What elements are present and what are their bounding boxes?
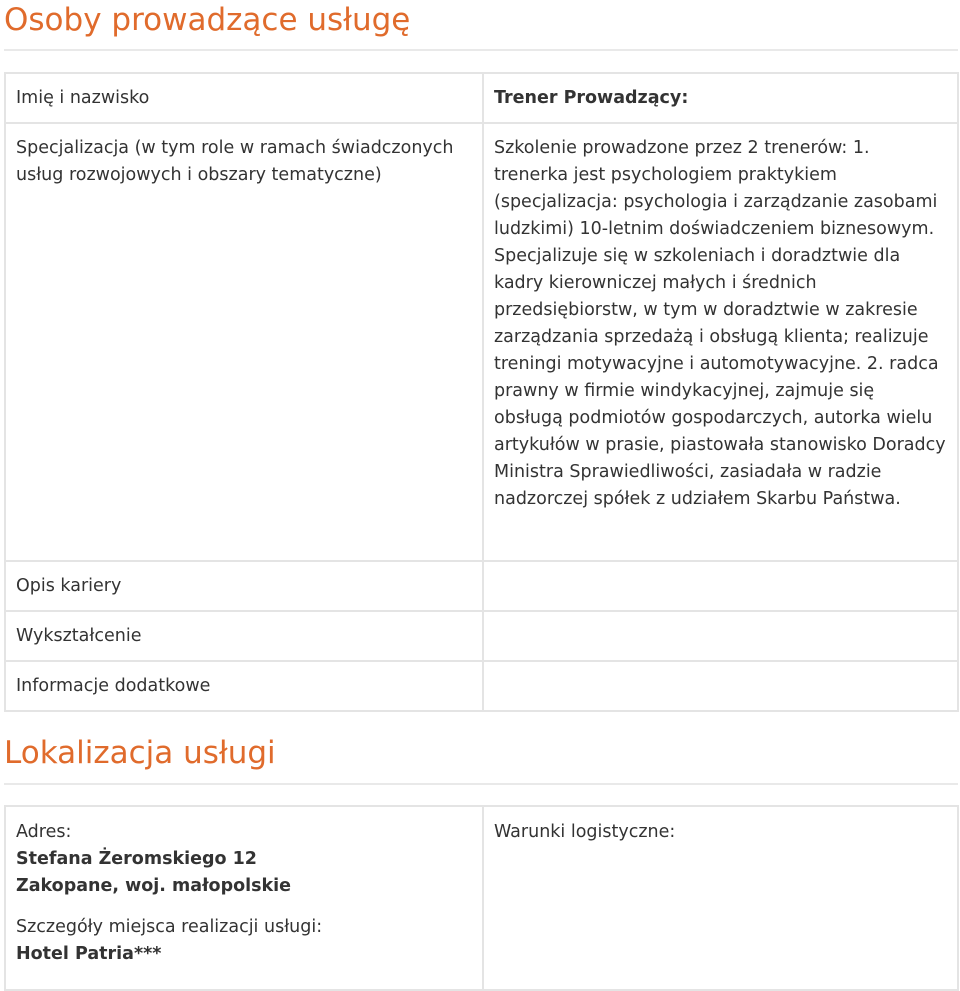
trainers-table [4,72,959,712]
trainer-name-value: Trener Prowadzący: [483,73,958,123]
venue-label: Szczegóły miejsca realizacji usługi: [16,917,323,937]
specialization-value: Szkolenie prowadzone przez 2 trenerów: 1. trenerka jest psychologiem praktykiem (specjalizacja: psychologia i zarządzanie zasobami ludzkimi) 10-letnim doświadczeniem biznesowym. Specjalizuje się w szkoleniach i doradztwie dla kadry kierowniczej małych i średnich przedsiębiorstw, w tym w doradztwie w zakresie zarządzania sprzedażą i obsługą klienta; realizuje treningi motywacyjne i automotywacyjne. 2. radca prawny w firmie windykacyjnej, zajmuje się obsługą podmiotów gospodarczych, autorka wielu artykułów w prasie, piastowała stanowisko Doradcy Ministra Sprawiedliwości, zasiadała w radzie nadzorczej spółek z udziałem Skarbu Państwa. [483,123,958,561]
spacer [16,900,472,914]
career-label: Opis kariery [5,561,483,611]
address-street: Stefana Żeromskiego 12 [16,849,257,869]
section-title-location: Lokalizacja usługi [4,735,276,771]
venue-name: Hotel Patria*** [16,944,162,964]
address-city: Zakopane, woj. małopolskie [16,876,292,896]
section-divider [4,783,958,785]
section-divider [4,49,958,51]
education-value [483,611,958,661]
logistics-cell [483,806,958,990]
extra-info-label: Informacje dodatkowe [5,661,483,711]
table-row [5,123,958,561]
location-table [4,805,959,991]
section-title-trainers: Osoby prowadzące usługę [4,2,411,38]
extra-info-value [483,661,958,711]
table-row [5,561,958,611]
table-row [5,73,958,123]
education-label: Wykształcenie [5,611,483,661]
specialization-label: Specjalizacja (w tym role w ramach świadczonych usług rozwojowych i obszary tematyczne) [5,123,483,561]
logistics-label: Warunki logistyczne: [494,822,676,842]
address-cell [5,806,483,990]
trainer-name-label: Imię i nazwisko [5,73,483,123]
table-row [5,806,958,990]
address-label: Adres: [16,822,72,842]
career-value [483,561,958,611]
table-row [5,611,958,661]
table-row [5,661,958,711]
